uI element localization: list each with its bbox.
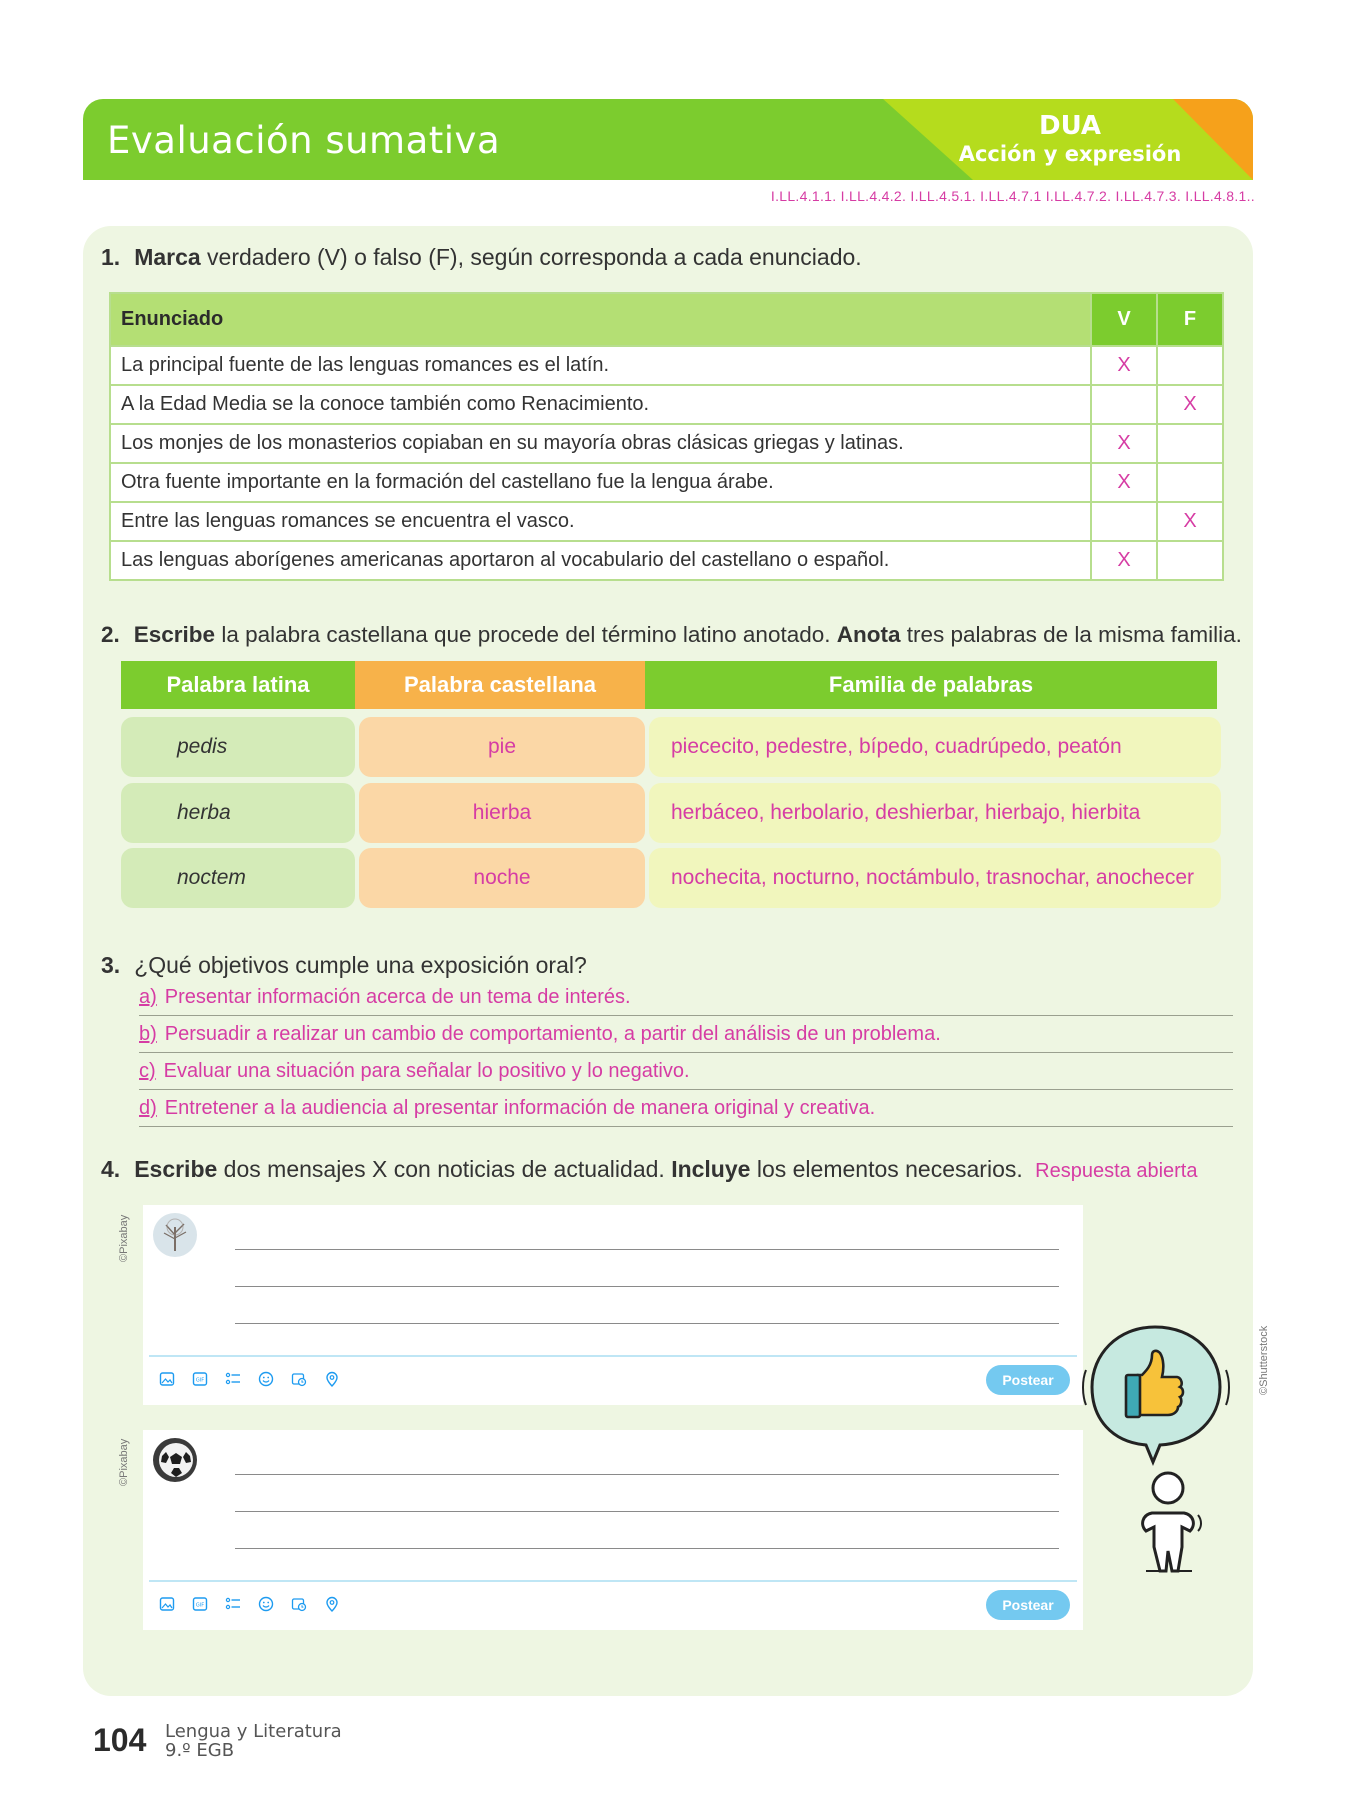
answer-line-d[interactable] [139,1097,1233,1127]
question-3 [101,952,587,979]
instruction-verb: Escribe [133,622,216,647]
soccer-ball-avatar-icon [153,1438,197,1482]
instruction-text: verdadero (V) o falso (F), según corresponda a cada enunciado. [200,244,862,270]
page-number: 104 [93,1722,147,1758]
poll-icon[interactable] [225,1371,241,1387]
table-row [121,717,1221,777]
statement-cell: La principal fuente de las lenguas romances es el latín. [110,346,1091,385]
question-2 [101,622,1242,648]
instruction-verb: Anota [836,622,901,647]
gif-icon[interactable] [192,1371,208,1387]
answer-line-c[interactable] [139,1060,1233,1090]
table-row [110,346,1223,385]
v-mark-cell[interactable] [1091,385,1157,424]
dua-title: DUA [1038,111,1102,141]
emoji-icon[interactable] [258,1371,274,1387]
question-1 [101,244,862,271]
svg-text:GIF: GIF [195,1602,205,1609]
instruction-verb: Escribe [134,1156,218,1182]
grade-level: 9.º EGB [165,1740,235,1761]
svg-text:GIF: GIF [195,1377,205,1384]
question-number: 4. [101,1156,121,1182]
image-icon[interactable] [159,1596,175,1612]
answer-letter: b) [139,1023,157,1045]
v-mark-cell[interactable]: X [1091,541,1157,580]
v-mark-cell[interactable]: X [1091,346,1157,385]
latin-word: pedis [121,717,355,777]
answer-letter: d) [139,1097,157,1119]
latin-word: noctem [121,848,355,908]
word-family[interactable]: piececito, pedestre, bípedo, cuadrúpedo, peatón [649,717,1221,777]
f-mark-cell[interactable] [1157,463,1223,502]
post-composer-2 [143,1430,1083,1630]
answer-text: Persuadir a realizar un cambio de comportamiento, a partir del análisis de un problema. [164,1023,941,1045]
answer-line-a[interactable] [139,986,1233,1016]
schedule-icon[interactable] [291,1596,307,1612]
image-icon[interactable] [159,1371,175,1387]
image-credit: ©Pixabay [118,1438,130,1486]
writing-line[interactable] [235,1323,1059,1324]
answer-text: Entretener a la audiencia al presentar información de manera original y creativa. [164,1097,876,1119]
table-row [110,385,1223,424]
schedule-icon[interactable] [291,1371,307,1387]
answer-text: Presentar información acerca de un tema de interés. [164,986,631,1008]
location-icon[interactable] [324,1596,340,1612]
f-mark-cell[interactable] [1157,346,1223,385]
footer-subject [165,1722,342,1760]
post-button[interactable]: Postear [986,1365,1070,1395]
answer-letter: a) [139,986,157,1008]
table-row [110,463,1223,502]
indicator-codes: I.LL.4.1.1. I.LL.4.4.2. I.LL.4.5.1. I.LL.4.7.1 I.LL.4.7.2. I.LL.4.7.3. I.LL.4.8.1.. [770,188,1255,204]
word-family-table-header [121,661,1217,709]
thumbs-up-person-illustration [1080,1315,1230,1585]
dua-subtitle: Acción y expresión [958,142,1182,166]
poll-icon[interactable] [225,1596,241,1612]
column-header-v: V [1091,293,1157,346]
castilian-word[interactable]: hierba [359,783,645,843]
writing-line[interactable] [235,1286,1059,1287]
writing-line[interactable] [235,1548,1059,1549]
f-mark-cell[interactable]: X [1157,502,1223,541]
emoji-icon[interactable] [258,1596,274,1612]
answer-line-b[interactable] [139,1023,1233,1053]
question-number: 1. [101,244,121,270]
table-row [121,848,1221,908]
answer-note: Respuesta abierta [1035,1160,1198,1182]
post-button[interactable]: Postear [986,1590,1070,1620]
column-header-castellana: Palabra castellana [355,661,645,709]
f-mark-cell[interactable]: X [1157,385,1223,424]
word-family[interactable]: herbáceo, herbolario, deshierbar, hierbajo, hierbita [649,783,1221,843]
castilian-word[interactable]: pie [359,717,645,777]
instruction-text: tres palabras de la misma familia. [900,622,1242,647]
statement-cell: A la Edad Media se la conoce también como Renacimiento. [110,385,1091,424]
illustration-credit: ©Shutterstock [1258,1325,1270,1395]
column-header-familia: Familia de palabras [645,661,1217,709]
table-row [110,541,1223,580]
column-header-latina: Palabra latina [121,661,355,709]
table-row [121,783,1221,843]
page-title: Evaluación sumativa [107,119,501,162]
latin-word: herba [121,783,355,843]
post-composer-1 [143,1205,1083,1405]
composer-toolbar [159,1371,340,1387]
instruction-text: dos mensajes X con noticias de actualidad. [217,1156,672,1182]
writing-line[interactable] [235,1511,1059,1512]
instruction-text: los elementos necesarios. [750,1156,1023,1182]
avatar [153,1438,197,1482]
answer-letter: c) [139,1060,156,1082]
table-row [110,502,1223,541]
statement-cell: Otra fuente importante en la formación del castellano fue la lengua árabe. [110,463,1091,502]
table-row [110,424,1223,463]
f-mark-cell[interactable] [1157,541,1223,580]
column-header-f: F [1157,293,1223,346]
v-mark-cell[interactable]: X [1091,463,1157,502]
composer-divider [149,1580,1077,1582]
question-4 [101,1156,1197,1183]
writing-line[interactable] [235,1474,1059,1475]
avatar [153,1213,197,1257]
castilian-word[interactable]: noche [359,848,645,908]
composer-divider [149,1355,1077,1357]
word-family[interactable]: nochecita, nocturno, noctámbulo, trasnochar, anochecer [649,848,1221,908]
dua-label [955,111,1185,167]
subject-name: Lengua y Literatura [165,1721,342,1742]
f-mark-cell[interactable] [1157,424,1223,463]
question-number: 3. [101,952,121,978]
instruction-verb: Marca [134,244,201,270]
v-mark-cell[interactable]: X [1091,424,1157,463]
statement-cell: Entre las lenguas romances se encuentra el vasco. [110,502,1091,541]
header-banner [83,99,1253,180]
column-header-enunciado: Enunciado [110,293,1091,346]
statement-cell: Las lenguas aborígenes americanas aportaron al vocabulario del castellano o español. [110,541,1091,580]
answer-text: Evaluar una situación para señalar lo positivo y lo negativo. [163,1060,690,1082]
composer-toolbar [159,1596,340,1612]
v-mark-cell[interactable] [1091,502,1157,541]
instruction-verb: Incluye [671,1156,751,1182]
statement-cell: Los monjes de los monasterios copiaban en su mayoría obras clásicas griegas y latinas. [110,424,1091,463]
gif-icon[interactable] [192,1596,208,1612]
location-icon[interactable] [324,1371,340,1387]
instruction-text: la palabra castellana que procede del término latino anotado. [215,622,837,647]
question-text: ¿Qué objetivos cumple una exposición oral? [134,952,587,978]
tree-avatar-icon [153,1213,197,1257]
question-number: 2. [101,622,120,647]
writing-line[interactable] [235,1249,1059,1250]
true-false-table [109,292,1224,581]
image-credit: ©Pixabay [118,1214,130,1262]
